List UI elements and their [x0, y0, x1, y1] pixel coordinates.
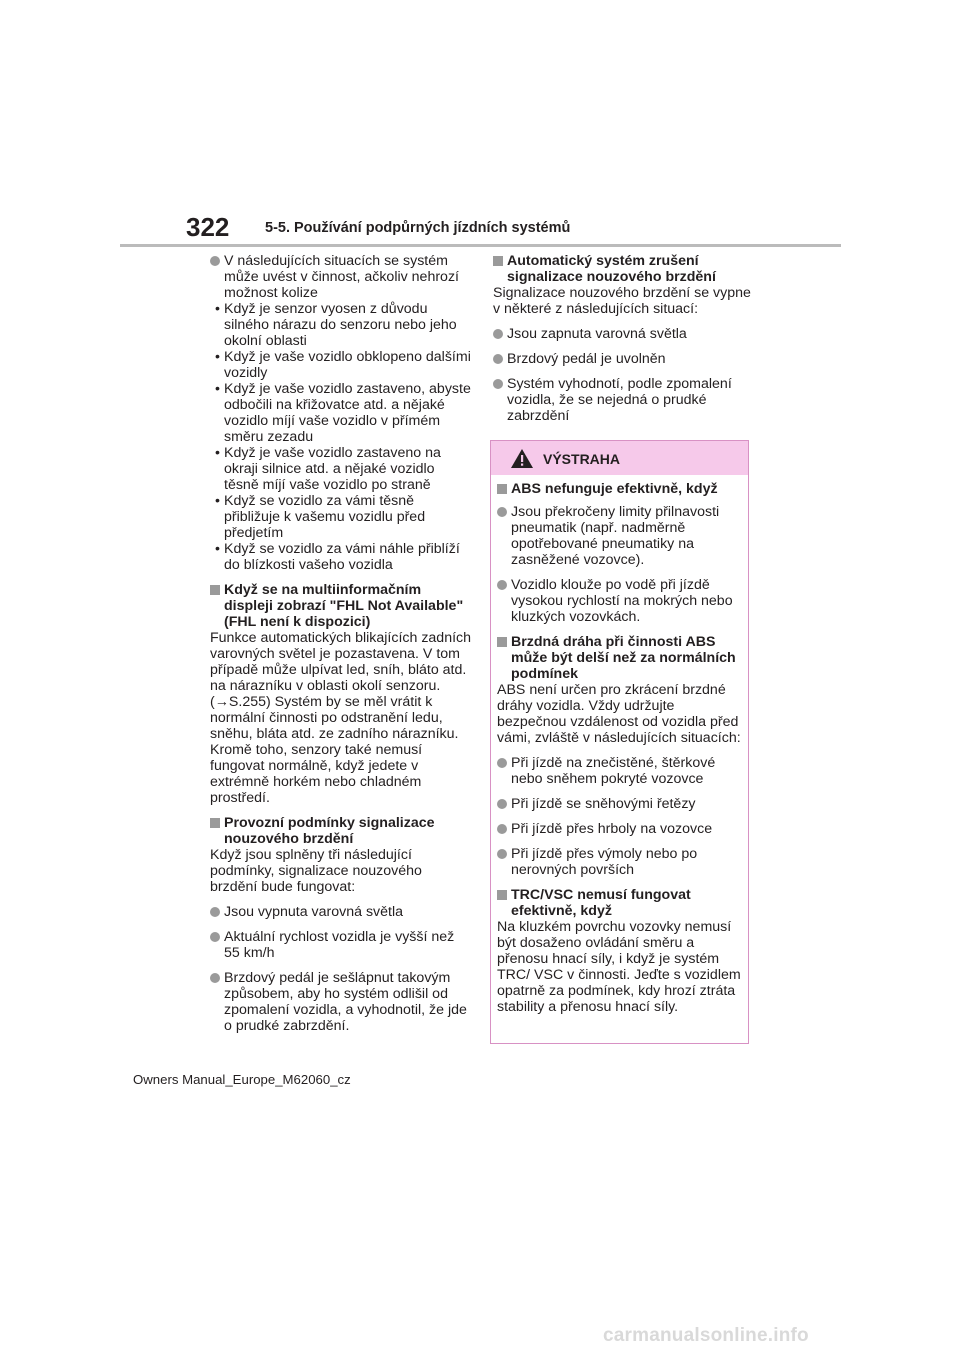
list-item: • Když je vaše vozidlo zastaveno na okraji silnice atd. a nějaké vozidlo těsně míjí vaše vozidlo po straně: [210, 445, 472, 493]
brake-heading: Brzdná dráha při činnosti ABS může být delší než za normálních podmínek: [497, 634, 742, 682]
bullet-icon: [497, 758, 507, 768]
square-bullet-icon: [210, 585, 220, 595]
bullet-icon: [210, 973, 220, 983]
header-rule: [120, 244, 841, 247]
square-bullet-icon: [497, 637, 507, 647]
list-item: Systém vyhodnotí, podle zpomalení vozidla, že se nejedná o prudké zabrzdění: [493, 376, 753, 424]
warning-header: [491, 441, 748, 475]
list-item: • Když je vaše vozidlo obklopeno dalšími vozidly: [210, 349, 472, 381]
bullet-icon: [493, 354, 503, 364]
bullet-icon: [493, 379, 503, 389]
fhl-text: Funkce automatických blikajících zadních varovných světel je pozastavena. V tom případě může ulpívat led, sníh, bláto atd. na nárazníku v oblasti okolí senzoru. (→S.255) Systém by se měl vrátit k normální činnosti po odstranění ledu, sněhu, bláta atd. ze zadního nárazníku. Kromě toho, senzory také nemusí fungovat normálně, když jedete v extrémně horkém nebo chladném prostředí.: [210, 630, 472, 806]
warning-box: [490, 440, 749, 1044]
list-item: Při jízdě na znečistěné, štěrkové nebo sněhem pokryté vozovce: [497, 755, 742, 787]
square-bullet-icon: [493, 256, 503, 266]
abs-heading: ABS nefunguje efektivně, když: [497, 481, 742, 497]
bullet-icon: [497, 507, 507, 517]
footer-text: Owners Manual_Europe_M62060_cz: [133, 1072, 351, 1087]
square-bullet-icon: [497, 890, 507, 900]
bullet-icon: [497, 580, 507, 590]
list-item: • Když je senzor vyosen z důvodu silného nárazu do senzoru nebo jeho okolní oblasti: [210, 301, 472, 349]
bullet-icon: [497, 824, 507, 834]
list-item: Brzdový pedál je sešlápnut takovým způsobem, aby ho systém odlišil od zpomalení vozidla, a vyhodnotil, že jde o prudké zabrzdění.: [210, 970, 472, 1034]
warning-title: VÝSTRAHA: [543, 451, 621, 467]
square-bullet-icon: [210, 818, 220, 828]
warning-triangle-icon: [510, 448, 534, 469]
list-item: Jsou zapnuta varovná světla: [493, 326, 753, 342]
list-item: Při jízdě přes hrboly na vozovce: [497, 821, 742, 837]
list-item: Vozidlo klouže po vodě při jízdě vysokou rychlostí na mokrých nebo kluzkých vozovkách.: [497, 577, 742, 625]
conditions-heading: [210, 815, 472, 847]
intro-paragraph: [210, 253, 472, 301]
bullet-icon: [210, 907, 220, 917]
list-item: Při jízdě přes výmoly nebo po nerovných površích: [497, 846, 742, 878]
brake-text: ABS není určen pro zkrácení brzdné dráhy vozidla. Vždy udržujte bezpečnou vzdálenost od vozidla před vámi, zvláště v následujících situacích:: [497, 682, 741, 746]
section-title: 5-5. Používání podpůrných jízdních systémů: [265, 220, 571, 236]
warning-body: [491, 475, 748, 1015]
intro-text: V následujících situacích se systém může uvést v činnost, ačkoliv nehrozí možnost kolize: [224, 253, 459, 301]
trc-text: Na kluzkém povrchu vozovky nemusí být dosaženo ovládání směru a přenosu hnací síly, i když je systém TRC/ VSC v činnosti. Jeďte s vozidlem opatrně za podmínek, kdy hrozí ztráta stability a přenosu hnací síly.: [497, 919, 741, 1015]
fhl-heading: [210, 582, 472, 630]
bullet-icon: [497, 849, 507, 859]
trc-heading: TRC/VSC nemusí fungovat efektivně, když: [497, 887, 742, 919]
bullet-icon: [497, 799, 507, 809]
cancel-heading-text: Automatický systém zrušení signalizace nouzového brzdění: [507, 253, 716, 285]
page-number: 322: [186, 212, 230, 242]
list-item: • Když se vozidlo za vámi náhle přiblíží do blízkosti vašeho vozidla: [210, 541, 472, 573]
cancel-heading: [493, 253, 753, 285]
right-column: [493, 253, 753, 424]
list-item: • Když je vaše vozidlo zastaveno, abyste odbočili na křižovatce atd. a nějaké vozidlo míjí vaše vozidlo v přímém směru zezadu: [210, 381, 472, 445]
list-item: Aktuální rychlost vozidla je vyšší než 55 km/h: [210, 929, 472, 961]
left-column: [210, 253, 472, 1034]
situation-list: [210, 301, 472, 573]
list-item: Jsou překročeny limity přilnavosti pneumatik (např. nadměrně opotřebované pneumatiky na zasněžené vozovce).: [497, 504, 742, 568]
square-bullet-icon: [497, 484, 507, 494]
bullet-icon: [210, 932, 220, 942]
conditions-heading-text: Provozní podmínky signalizace nouzového brzdění: [224, 815, 435, 847]
list-item: Při jízdě se sněhovými řetězy: [497, 796, 742, 812]
list-item: • Když se vozidlo za vámi těsně přibližuje k vašemu vozidlu před předjetím: [210, 493, 472, 541]
bullet-icon: [210, 256, 220, 266]
fhl-heading-text: Když se na multiinformačním displeji zobrazí "FHL Not Available" (FHL není k dispozici): [224, 582, 464, 630]
bullet-icon: [493, 329, 503, 339]
list-item: Brzdový pedál je uvolněn: [493, 351, 753, 367]
conditions-text: Když jsou splněny tři následující podmínky, signalizace nouzového brzdění bude fungovat:: [210, 847, 422, 895]
cancel-text: Signalizace nouzového brzdění se vypne v některé z následujících situací:: [493, 285, 751, 317]
list-item: Jsou vypnuta varovná světla: [210, 904, 472, 920]
watermark: carmanualsonline.info: [603, 1325, 809, 1346]
